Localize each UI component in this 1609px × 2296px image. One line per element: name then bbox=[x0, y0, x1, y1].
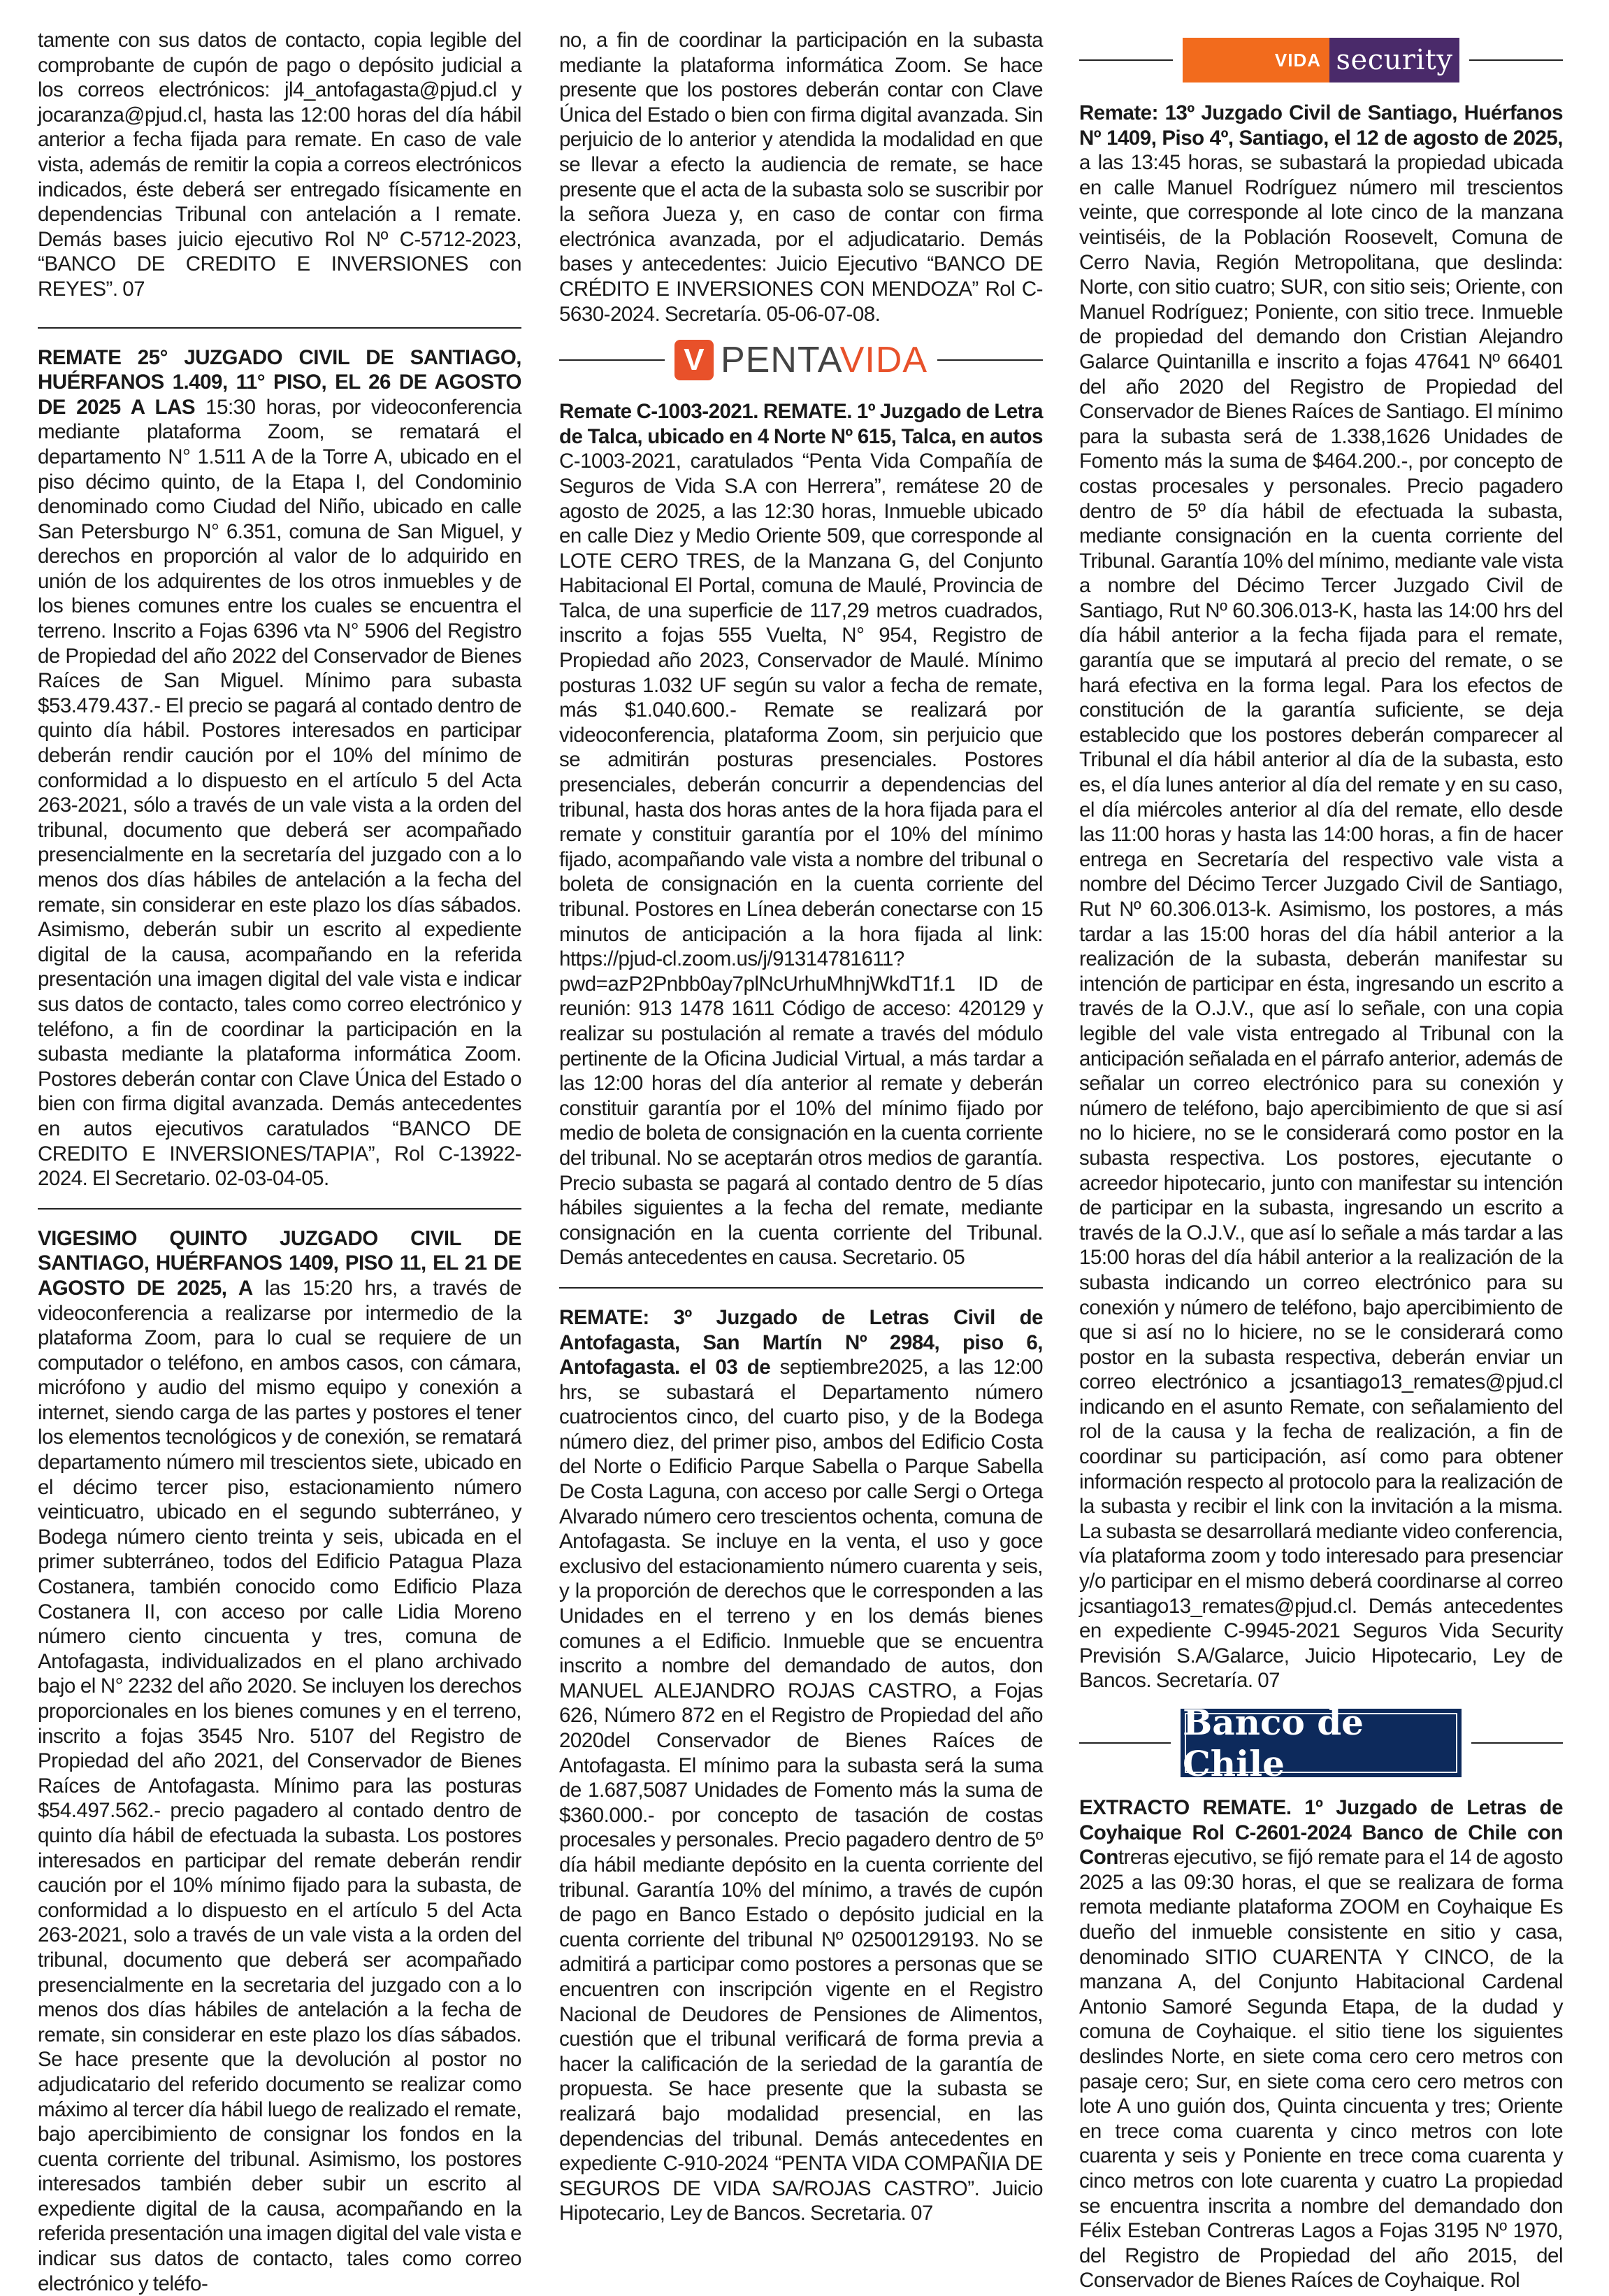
penta-v-icon: V bbox=[674, 340, 714, 380]
notice-body: C-1003-2021, caratulados “Penta Vida Compañía de Seguros de Vida S.A con Herrera”, remátese 20 de agosto de 2025, a las 12:30 horas, Inmueble ubicado en calle Diez y Medio Oriente 509, que corresponde al LOTE CERO TRES, de la Manzana G, del Conjunto Habitacional El Portal, comuna de Maulé, Provincia de Talca, de una superficie de 117,29 metros cuadrados, inscrito a fojas 555 Vuelta, N° 954, Registro de Propiedad año 2023, Conservador de Maulé. Mínimo posturas 1.032 UF según su valor a fecha de remate, más $1.040.600.- Remate se realizará por videoconferencia, plataforma Zoom, sin perjuicio que se admitirán posturas presenciales. Postores presenciales, deberán concurrir a dependencias del tribunal, hasta dos horas antes de la hora fijada para el remate y constituir garantía por el 10% del mínimo fijado, acompañando vale vista a nombre del tribunal o boleta de consignación en la cuenta corriente del tribunal. Postores en Línea deberán conectarse con 15 minutos de anticipación a la hora fijada al link: https://pjud-cl.zoom.us/j/91314781611?pwd=azP2Pnbb0ay7plNcUrhuMhnjWkdT1f.1 ID de reunión: 913 1478 1611 Código de acceso: 420129 y realizar su postulación al remate a través del módulo pertinente de la Oficina Judicial Virtual, a más tardar a las 12:00 horas del día anterior al remate y deberán constituir garantía por el 10% del mínimo fijado por medio de boleta de consignación en la cuenta corriente del tribunal. No se aceptarán otros medios de garantía. Precio subasta se pagará al contado dentro de 5 días hábiles siguientes a la fecha del remate, mediante consignación en la cuenta corriente del Tribunal. Demás antecedentes en causa. Secretario. 05 bbox=[559, 450, 1043, 1270]
penta-vida-wordmark: PENTAVIDA bbox=[720, 340, 928, 381]
penta-vida-logo bbox=[674, 339, 928, 381]
notice-body: 15:30 horas, por videoconferencia mediante plataforma Zoom, se rematará el departamento N° 1.511 A de la Torre A, ubicado en el piso décimo quinto, de la Etapa I, del Condominio denominado como Ciudad del Niño, ubicado en calle San Petersburgo N° 6.351, comuna de San Miguel, y derechos en proporción al valor de lo adquirido en unión de los adquirentes de los otros inmuebles y de los bienes comunes entre los cuales se encuentra el terreno. Inscrito a Fojas 6396 vta N° 5906 del Registro de Propiedad del año 2022 del Conservador de Bienes Raíces de San Miguel. Mínimo para subasta $53.479.437.- El precio se pagará al contado dentro de quinto día hábil. Postores interesados en participar deberán rendir caución por el 10% del mínimo de conformidad a lo dispuesto en el artículo 5 del Acta 263-2021, sólo a través de un vale vista a la orden del tribunal, documento que deberá ser acompañado presencialmente en la secretaría del juzgado con a lo menos dos días hábiles de antelación a la fecha del remate, sin considerar en este plazo los días sábados. Asimismo, deberán subir un escrito al expediente digital de la causa, acompañando en la referida presentación una imagen digital del vale vista e indicar sus datos de contacto, tales como correo electrónico y teléfono, a fin de coordinar la participación en la subasta mediante la plataforma informática Zoom. Postores deberán contar con Clave Única del Estado o bien con firma digital avanzada. Demás antecedentes en autos ejecutivos caratulados “BANCO DE CREDITO E INVERSIONES/TAPIA”, Rol C-13922-2024. El Secretario. 02-03-04-05. bbox=[38, 395, 521, 1191]
notice-body: a las 13:45 horas, se subastará la propiedad ubicada en calle Manuel Rodríguez número mil trescientos veinte, que corresponde al lote cinco de la manzana veintiséis, de la Población Roosevelt, Comuna de Cerro Navia, Región Metropolitana, que deslinda: Norte, con sitio cuatro; SUR, con sitio seis; Oriente, con Manuel Rodríguez; Poniente, con sitio trece. Inmueble de propiedad del demando don Cristian Alejandro Galarce Quintanilla e inscrito a fojas 47641 Nº 66401 del año 2020 del Registro de Propiedad del Conservador de Bienes Raíces de Santiago. El mínimo para la subasta será de 1.338,1626 Unidades de Fomento más la suma de $464.200.-, por concepto de costas procesales y personales. Precio pagadero dentro de 5º día hábil de efectuada la subasta, mediante consignación en la cuenta corriente del Tribunal. Garantía 10% del mínimo, mediante vale vista a nombre del Décimo Tercer Juzgado Civil de Santiago, Rut Nº 60.306.013-K, hasta las 14:00 hrs del día hábil anterior a la fecha fijada para el remate, garantía que se imputará al precio del remate, o se hará efectiva en la forma legal. Para los efectos de constitución de la garantía suficiente, se deja establecido que los postores deberán comparecer al Tribunal el día hábil anterior al día de la subasta, esto es, el día lunes anterior al día del remate y en su caso, el día miércoles anterior al día del remate, ello desde las 11:00 horas y hasta las 14:00 horas, a fin de hacer entrega en Secretaría del respectivo vale vista a nombre del Décimo Tercer Juzgado Civil de Santiago, Rut Nº 60.306.013-k. Asimismo, los postores, a más tardar a las 15:00 horas del día hábil anterior a la realización de la subasta, deberán manifestar su intención de participar en ésta, ingresando un escrito a través de la O.J.V., que así lo señale, con una copia legible del vale vista entregado al Tribunal con la anticipación señalada en el párrafo anterior, además de señalar un correo electrónico para su conexión y número de teléfono, bajo apercibimiento de que si así no lo hiciere, no se le considerará como postor en la subasta respectiva. Los postores, ejecutante o acreedor hipotecario, junto con manifestar su intención de participar en la subasta, ingresando un escrito a través de la O.J.V., que así lo señale a más tardar a las 15:00 horas del día hábil anterior a la realización de la subasta indicando un correo electrónico para su conexión y número de teléfono, bajo apercibimiento de que si así no lo hiciere, no se le considerará como postor en la subasta respectiva, deberán enviar un correo electrónico a jcsantiago13_remates@pjud.cl indicando en el asunto Remate, con señalamiento del rol de la causa y la fecha de realización, a fin de coordinar su participación, así como para obtener información respecto al protocolo para la realización de la subasta y recibir el link con la invitación a la misma. La subasta se desarrollará mediante video conferencia, vía plataforma zoom y todo interesado para presenciar y/o participar en el mismo deberá coordinarse al correo jcsantiago13_remates@pjud.cl. Demás antecedentes en expediente C-9945-2021 Seguros Vida Security Previsión S.A/Galarce, Juicio Hipotecario, Ley de Bancos. Secretaría. 07 bbox=[1079, 151, 1564, 1693]
notice-heading: Remate C-1003-2021. REMATE. 1º Juzgado de Letra de Talca, ubicado en 4 Norte Nº 615, Talca, en autos bbox=[559, 400, 1043, 448]
penta-vida-logo-row bbox=[559, 339, 1043, 381]
notice-heading: EXTRACTO REMATE. 1º Juzgado de Letras de Coyhaique Rol C-2601-2024 Banco de Chile con Con bbox=[1079, 1796, 1563, 1870]
vida-security-logo-row bbox=[1079, 38, 1563, 82]
divider bbox=[1079, 59, 1173, 61]
divider bbox=[559, 359, 665, 361]
notice-heading: VIGESIMO QUINTO JUZGADO CIVIL DE SANTIAGO, HUÉRFANOS 1409, PISO 11, EL 21 DE AGOSTO DE 2025, A bbox=[38, 1226, 521, 1300]
notice-remate-talca bbox=[559, 399, 1043, 1270]
divider bbox=[937, 359, 1043, 361]
column-1 bbox=[38, 28, 521, 2296]
notice-body: las 15:20 hrs, a través de videoconferencia a realizarse por intermedio de la plataforma Zoom, para lo cual se requiere de un computador o teléfono, en ambos casos, con cámara, micrófono y audio del mismo equipo y conexión a internet, siendo carga de las partes y postores el tener los elementos tecnológicos y de conexión, se rematará departamento número mil trescientos siete, ubicado en el décimo tercer piso, estacionamiento número veinticuatro, ubicado en el segundo subterráneo, y Bodega número ciento treinta y seis, ubicada en el primer subterráneo, todos del Edificio Patagua Plaza Costanera, también conocido como Edificio Plaza Costanera II, con acceso por calle Lidia Moreno número ciento cincuenta y tres, comuna de Antofagasta, individualizados en el plano archivado bajo el N° 2232 del año 2020. Se incluyen los derechos proporcionales en los bienes comunes y en el terreno, inscrito a fojas 3545 Nro. 5107 del Registro de Propiedad del año 2021, del Conservador de Bienes Raíces de Antofagasta. Mínimo para las posturas $54.497.562.- precio pagadero al contado dentro de quinto día hábil de efectuada la subasta. Los postores interesados en participar del remate deberán rendir caución por el 10% mínimo fijado para la subasta, de conformidad a lo dispuesto en el artículo 5 del Acta 263-2021, solo a través de un vale vista a la orden del tribunal, documento que deberá ser acompañado presencialmente en la secretaria del juzgado con a lo menos dos días hábiles de antelación a la fecha de remate, sin considerar en este plazo los días sábados. Se hace presente que la devolución al postor no adjudicatario del referido documento se realizar como máximo al tercer día hábil luego de realizado el remate, bajo apercibimiento de consignar los fondos en la cuenta corriente del tribunal. Asimismo, los postores interesados también deber subir un escrito al expediente digital de la causa, acompañando en la referida presentación una imagen digital del vale vista e indicar sus datos de contacto, tales como correo electrónico y teléfo- bbox=[38, 1276, 521, 2295]
vida-label: VIDA bbox=[1183, 38, 1329, 82]
notice-remate-antofagasta bbox=[559, 1305, 1043, 2226]
divider bbox=[1079, 1742, 1171, 1744]
notice-heading: REMATE 25° JUZGADO CIVIL DE SANTIAGO, HUÉRFANOS 1.409, 11° PISO, EL 26 DE AGOSTO DE 2025 A LAS bbox=[38, 345, 521, 419]
banco-de-chile-logo: Banco de Chile bbox=[1181, 1709, 1462, 1777]
banco-chile-logo-row bbox=[1079, 1702, 1563, 1784]
notice-heading: Remate: 13º Juzgado Civil de Santiago, Huérfanos Nº 1409, Piso 4º, Santiago, el 12 de agosto de 2025, bbox=[1079, 101, 1563, 150]
divider bbox=[38, 1208, 521, 1210]
notice-heading: REMATE: 3º Juzgado de Letras Civil de Antofagasta, San Martín Nº 2984, piso 6, Antofagasta. el 03 de bbox=[559, 1305, 1043, 1379]
divider bbox=[1469, 59, 1563, 61]
column-3 bbox=[1079, 28, 1563, 2293]
notice-body: septiembre2025, a las 12:00 hrs, se subastará el Departamento número cuatrocientos cinco, del cuarto piso, y de la Bodega número diez, del primer piso, ambos del Edificio Costa del Norte o Edificio Parque Sabella o Parque Sabella De Costa Laguna, con acceso por calle Sergi o Ortega Alvarado número cero trescientos ochenta, comuna de Antofagasta. Se incluye en la venta, el uso y goce exclusivo del estacionamiento número cuarenta y seis, y la proporción de derechos que le corresponden a las Unidades en el terreno y en los demás bienes comunes a el Edificio. Inmueble que se encuentra inscrito a nombre del demandado de autos, don MANUEL ALEJANDRO ROJAS CASTRO, a Fojas 626, Número 872 en el Registro de Propiedad del año 2020del Conservador de Bienes Raíces de Antofagasta. El mínimo para la subasta será la suma de 1.687,5087 Unidades de Fomento más la suma de $360.000.- por concepto de tasación de costas procesales y personales. Precio pagadero dentro de 5º día hábil mediante depósito en la cuenta corriente del tribunal. Garantía 10% del mínimo, a través de cupón de pago en Banco Estado o depósito judicial en la cuenta corriente del tribunal Nº 02500129193. No se admitirá a participar como postores a personas que se encuentren con inscripción vigente en el Registro Nacional de Deudores de Pensiones de Alimentos, cuestión que el tribunal verificará de forma previa a hacer la calificación de la seriedad de la garantía de propuesta. Se hace presente que la subasta se realizará bajo modalidad presencial, en las dependencias del tribunal. Demás antecedentes en expediente C-910-2024 “PENTA VIDA COMPAÑIA DE SEGUROS DE VIDA SA/ROJAS CASTRO”. Juicio Hipotecario, Ley de Bancos. Secretaria. 07 bbox=[559, 1356, 1043, 2225]
notice-body: treras ejecutivo, se fijó remate para el 14 de agosto 2025 a las 09:30 horas, el que se realizara de forma remota mediante plataforma ZOOM en Coyhaique Es dueño del inmueble consistente en sitio y casa, denominado SITIO CUARENTA Y CINCO, de la manzana A, del Conjunto Habitacional Cardenal Antonio Samoré Segunda Etapa, de la dudad y comuna de Coyhaique. el sitio tiene los siguientes deslindes Norte, en siete coma cero cero metros con pasaje cero; Sur, en siete coma cero cero metros con lote A uno guión dos, Quinta cincuenta y tres; Oriente en trece coma cuarenta y cinco metros con lote cuarenta y seis y Poniente en trece coma cuarenta y cinco metros con lote cuarenta y cuatro La propiedad se encuentra inscrita a nombre del demandado don Félix Esteban Contreras Lagos a Fojas 3195 Nº 1970, del Registro de Propiedad del año 2015, del Conservador de Bienes Raíces de Coyhaique. Rol bbox=[1079, 1846, 1563, 2293]
notice-remate-13-juzgado bbox=[1079, 101, 1563, 1693]
notice-continuation: tamente con sus datos de contacto, copia legible del comprobante de cupón de pago o depósito judicial a los correos electrónicos: jl4_antofagasta@pjud.cl y jocaranza@pjud.cl, hasta las 12:00 horas del día hábil anterior a fecha fijada para remate. En caso de vale vista, además de remitir la copia a correos electrónicos indicados, éste deberá ser entregado físicamente en dependencias Tribunal con antelación a I remate. Demás bases juicio ejecutivo Rol Nº C-5712-2023, “BANCO DE CREDITO E INVERSIONES con REYES”. 07 bbox=[38, 29, 521, 301]
divider bbox=[38, 327, 521, 329]
notice-extracto-coyhaique bbox=[1079, 1795, 1563, 2293]
divider bbox=[1471, 1742, 1563, 1744]
vida-security-logo bbox=[1183, 38, 1459, 82]
notice-vigesimo-quinto bbox=[38, 1226, 521, 2296]
divider bbox=[559, 1287, 1043, 1289]
notice-continuation: no, a fin de coordinar la participación en la subasta mediante la plataforma informática Zoom. Se hace presente que los postores deberán contar con Clave Única del Estado o bien con firma digital avanzada. Sin perjuicio de lo anterior y atendida la modalidad en que se llevar a efecto la audiencia de remate, se hace presente que el acta de la subasta solo se suscribir por la señora Jueza y, en caso de contar con firma electrónica avanzada, por el adjudicatario. Demás bases y antecedentes: Juicio Ejecutivo “BANCO DE CRÉDITO E INVERSIONES CON MENDOZA” Rol C-5630-2024. Secretaría. 05-06-07-08. bbox=[559, 29, 1043, 326]
security-label: security bbox=[1329, 38, 1459, 82]
notice-remate-25-juzgado bbox=[38, 345, 521, 1191]
column-2 bbox=[559, 28, 1043, 2226]
